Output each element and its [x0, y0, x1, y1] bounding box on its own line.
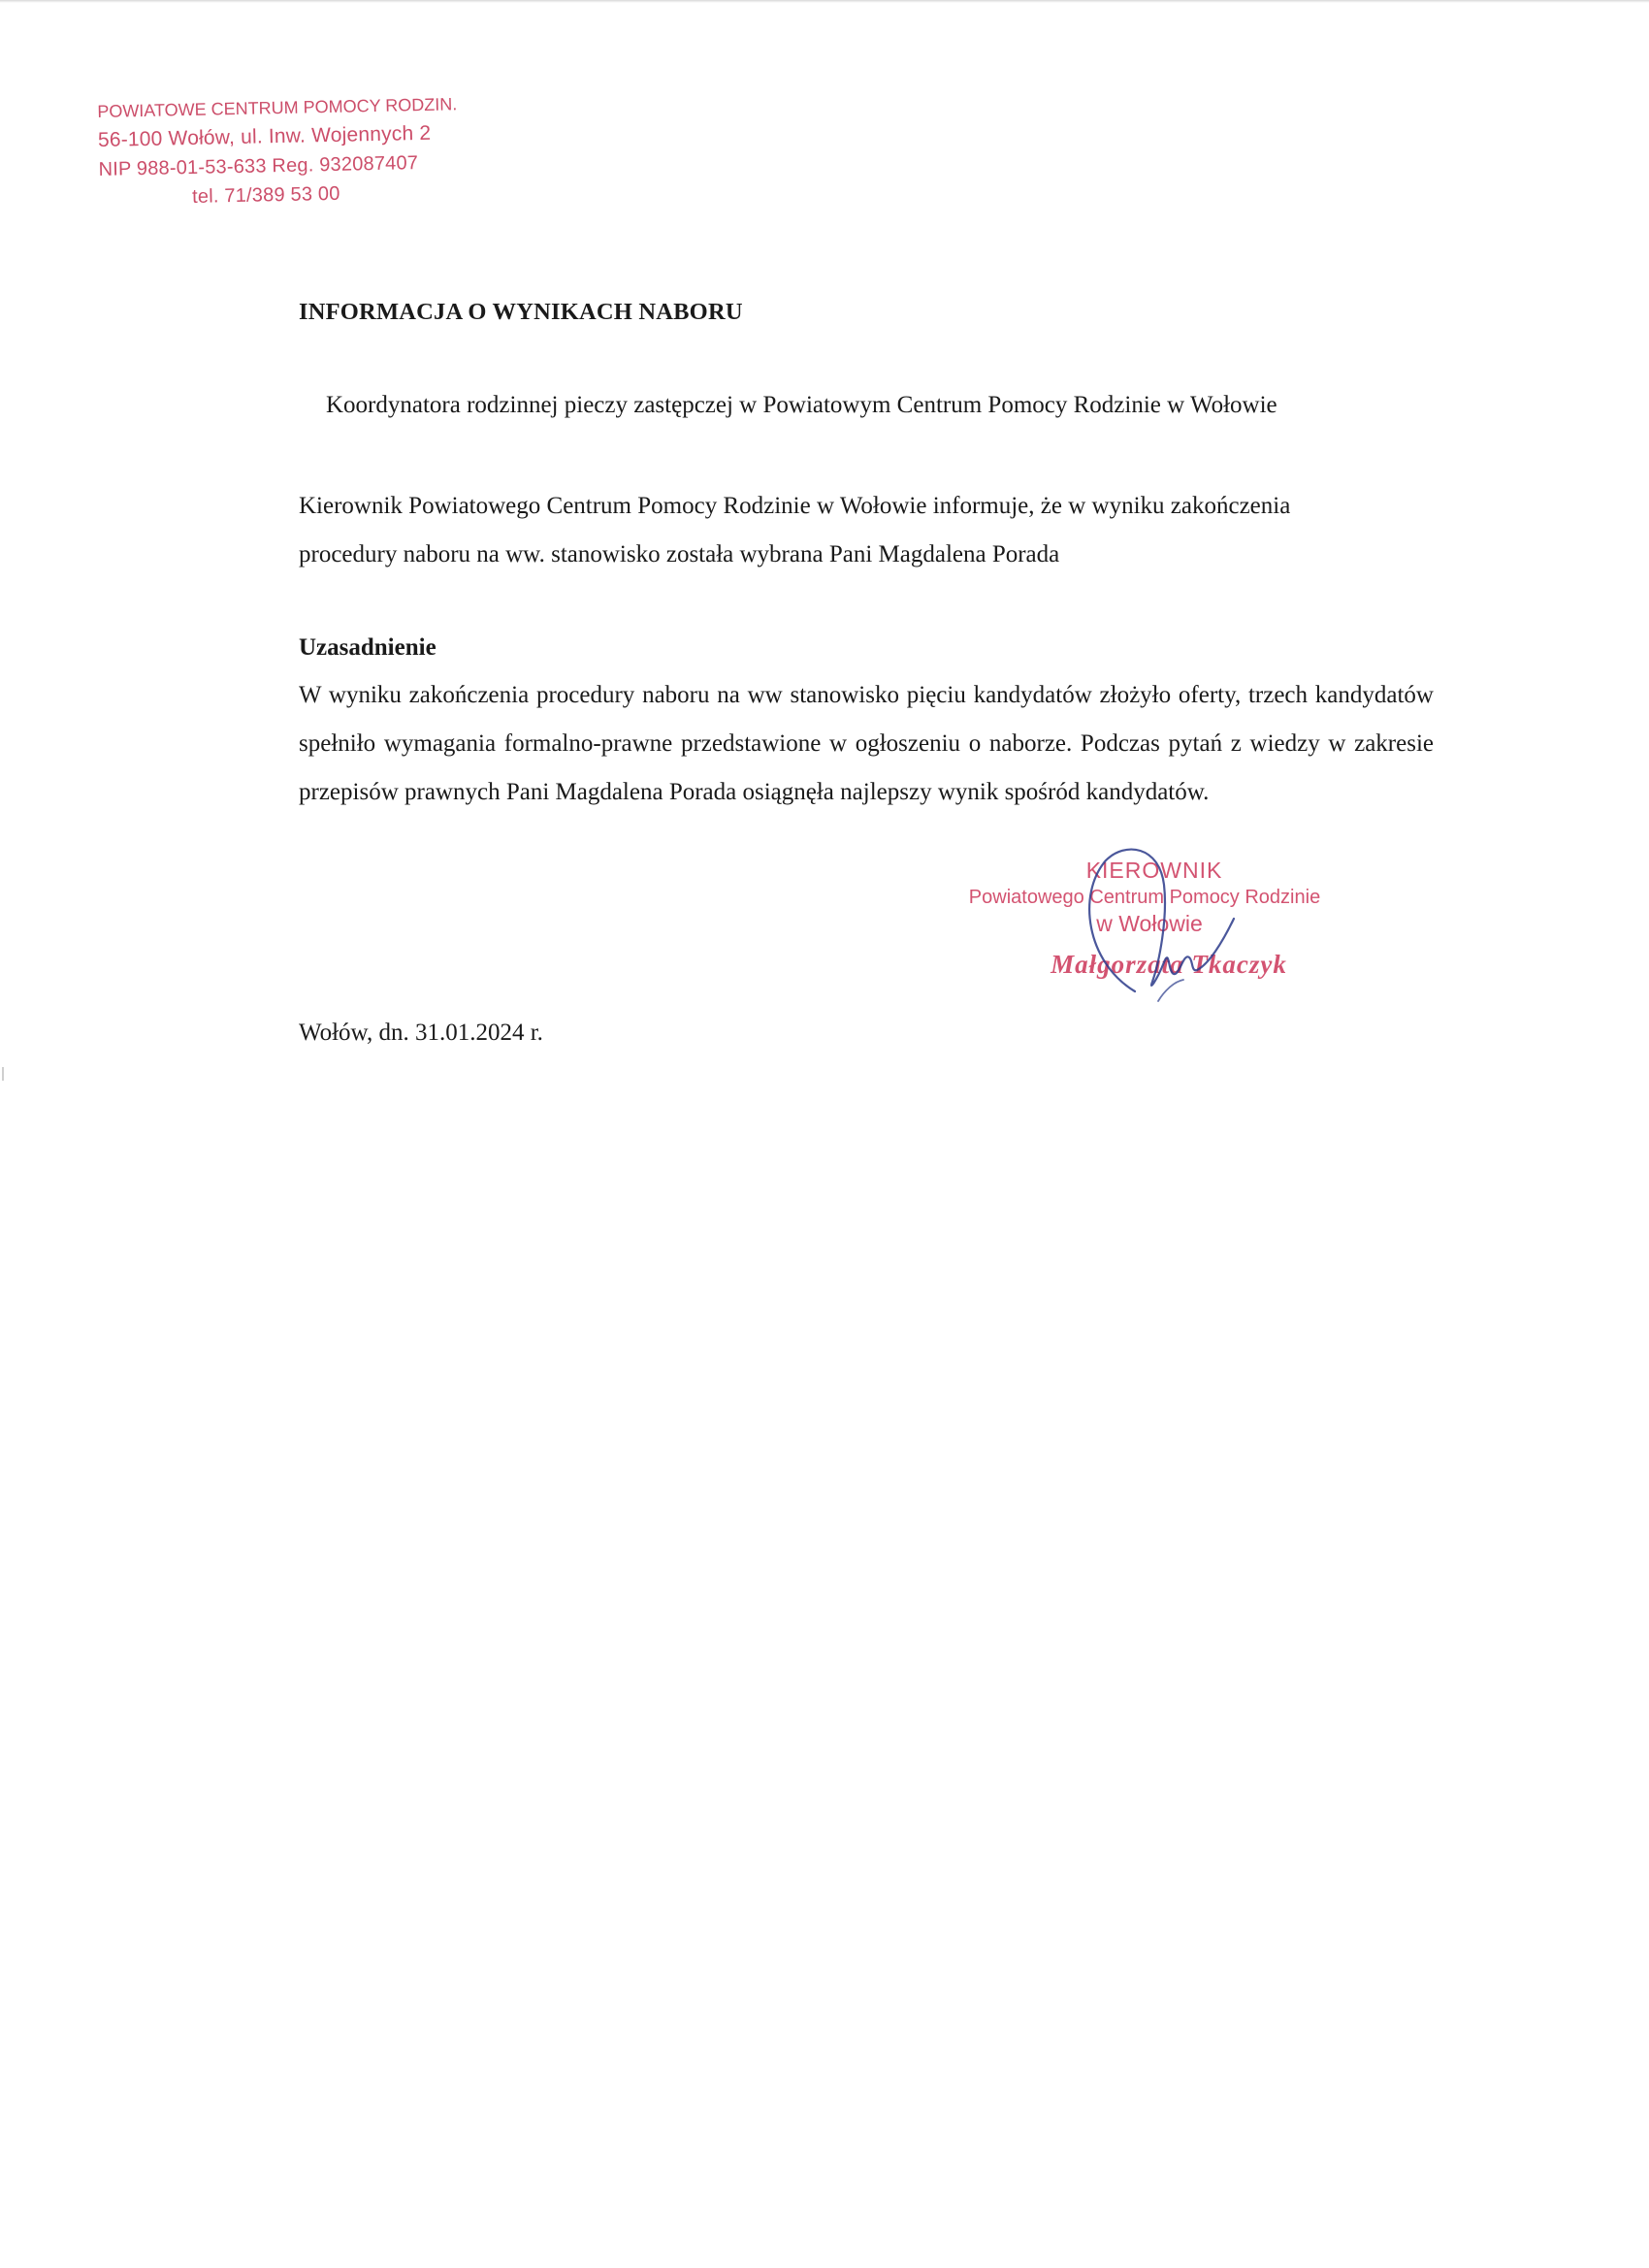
announcement-line-2: procedury naboru na ww. stanowisko została wybrana Pani Magdalena Porada [299, 541, 1060, 567]
scan-artifact [2, 1067, 4, 1081]
stamp-phone: tel. 71/389 53 00 [191, 182, 340, 208]
announcement-paragraph [299, 482, 1434, 579]
stamp-tax-id: NIP 988-01-53-633 Reg. 932087407 [98, 152, 419, 180]
place-and-date: Wołów, dn. 31.01.2024 r. [299, 1020, 543, 1046]
announcement-line-1: Kierownik Powiatowego Centrum Pomocy Rodzinie w Wołowie informuje, że w wyniku zakończenia [299, 493, 1291, 519]
stamp-location: w Wołowie [1096, 911, 1203, 936]
stamp-role: KIEROWNIK [1085, 858, 1223, 883]
institution-header-stamp [97, 89, 458, 213]
justification-heading: Uzasadnienie [299, 634, 436, 661]
stamp-director-name: Małgorzata Tkaczyk [1051, 950, 1287, 979]
stamp-address: 56-100 Wołów, ul. Inw. Wojennych 2 [97, 121, 432, 151]
justification-paragraph: W wyniku zakończenia procedury naboru na ww stanowisko pięciu kandydatów złożyło oferty, trzech kandydatów spełniło wymagania formalno-prawne przedstawione w ogłoszeniu o naborze. Podczas pytań z wiedzy w zakresie przepisów prawnych Pani Magdalena Porada osiągnęła najlepszy wynik spośród kandydatów. [299, 682, 1434, 805]
handwritten-signature-icon [1067, 836, 1261, 1021]
stamp-organization: Powiatowego Centrum Pomocy Rodzinie [968, 887, 1321, 908]
position-subtitle: Koordynatora rodzinnej pieczy zastępczej w Powiatowym Centrum Pomocy Rodzinie w Wołowie [326, 392, 1277, 418]
stamp-institution-name: POWIATOWE CENTRUM POMOCY RODZIN. [97, 94, 458, 121]
scan-edge [0, 0, 1649, 3]
document-title: INFORMACJA O WYNIKACH NABORU [299, 299, 743, 325]
